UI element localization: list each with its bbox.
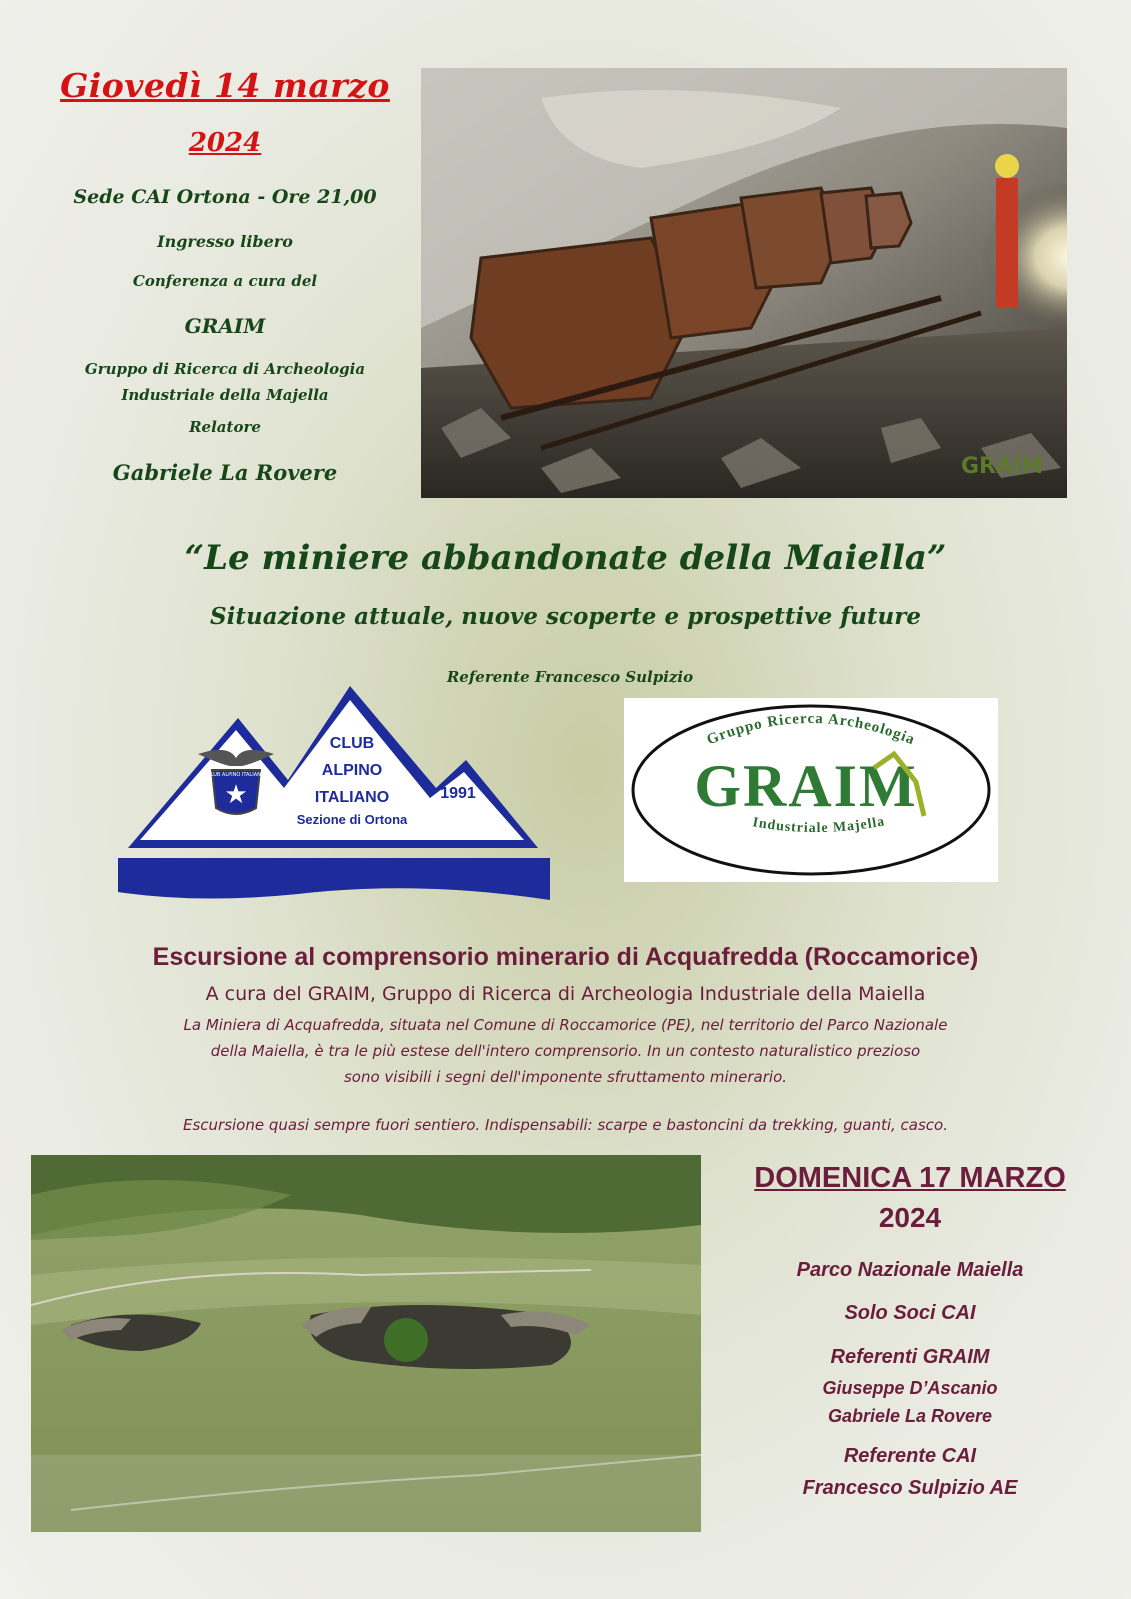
acquafredda-mine-photo bbox=[31, 1155, 701, 1532]
graim-referent-1: Giuseppe D’Ascanio bbox=[822, 1378, 998, 1398]
cai-line-3: ITALIANO bbox=[314, 789, 390, 806]
conference-group-name bbox=[40, 356, 410, 408]
conference-organizer: GRAIM bbox=[184, 314, 266, 338]
group-line-1: Gruppo di Ricerca di Archeologia bbox=[84, 360, 366, 378]
graim-referents-label: Referenti GRAIM bbox=[830, 1346, 990, 1368]
cai-line-2: ALPINO bbox=[321, 762, 383, 779]
excursion-note: Escursione quasi sempre fuori sentiero. Indispensabili: scarpe e bastoncini da trekking, guanti, casco. bbox=[182, 1116, 948, 1134]
cai-line-1: CLUB bbox=[329, 735, 375, 752]
cai-section: Sezione di Ortona bbox=[296, 812, 408, 827]
svg-text:★: ★ bbox=[224, 780, 248, 810]
graim-watermark: GRAIM bbox=[961, 454, 1044, 479]
conference-entry: Ingresso libero bbox=[157, 232, 293, 251]
conference-year: 2024 bbox=[188, 128, 262, 158]
excursion-description bbox=[100, 1012, 1031, 1090]
svg-text:CLUB ALPINO ITALIANO: CLUB ALPINO ITALIANO bbox=[207, 772, 265, 778]
mine-tunnel-photo bbox=[421, 68, 1067, 498]
desc-line-3: sono visibili i segni dell'imponente sfruttamento minerario. bbox=[343, 1068, 788, 1086]
talk-title: “Le miniere abbandonate della Maiella” bbox=[184, 538, 947, 578]
cai-referent: Francesco Sulpizio AE bbox=[802, 1477, 1018, 1499]
speaker-name: Gabriele La Rovere bbox=[112, 460, 338, 485]
cai-referent-label: Referente CAI bbox=[843, 1445, 977, 1467]
cai-ortona-logo bbox=[118, 680, 550, 900]
group-line-2: Industriale della Majella bbox=[121, 386, 329, 404]
conference-organizer-intro: Conferenza a cura del bbox=[132, 272, 318, 290]
graim-logo bbox=[624, 698, 998, 882]
excursion-year: 2024 bbox=[878, 1202, 942, 1233]
conference-date: Giovedì 14 marzo bbox=[60, 66, 390, 105]
graim-referent-2: Gabriele La Rovere bbox=[827, 1406, 993, 1426]
talk-referente: Referente Francesco Sulpizio bbox=[446, 668, 694, 686]
excursion-date: DOMENICA 17 MARZO bbox=[754, 1162, 1066, 1194]
cai-year: 1991 bbox=[440, 785, 476, 802]
members-only: Solo Soci CAI bbox=[844, 1302, 976, 1324]
park-name: Parco Nazionale Maiella bbox=[796, 1259, 1024, 1281]
desc-line-2: della Maiella, è tra le più estese dell'intero comprensorio. In un contesto naturalistico prezioso bbox=[210, 1042, 921, 1060]
desc-line-1: La Miniera di Acquafredda, situata nel Comune di Roccamorice (PE), nel territorio del Parco Nazionale bbox=[183, 1016, 948, 1034]
graim-bottom-arc: Industriale Majella bbox=[751, 814, 887, 837]
speaker-label: Relatore bbox=[189, 418, 261, 436]
graim-top-arc: Gruppo Ricerca Archeologia bbox=[704, 710, 918, 749]
conference-venue: Sede CAI Ortona - Ore 21,00 bbox=[73, 186, 377, 208]
excursion-title: Escursione al comprensorio minerario di Acquafredda (Roccamorice) bbox=[152, 943, 979, 971]
talk-subtitle: Situazione attuale, nuove scoperte e prospettive future bbox=[210, 603, 921, 630]
excursion-subtitle: A cura del GRAIM, Gruppo di Ricerca di Archeologia Industriale della Maiella bbox=[205, 983, 926, 1005]
graim-main-text: GRAIM bbox=[694, 753, 918, 819]
